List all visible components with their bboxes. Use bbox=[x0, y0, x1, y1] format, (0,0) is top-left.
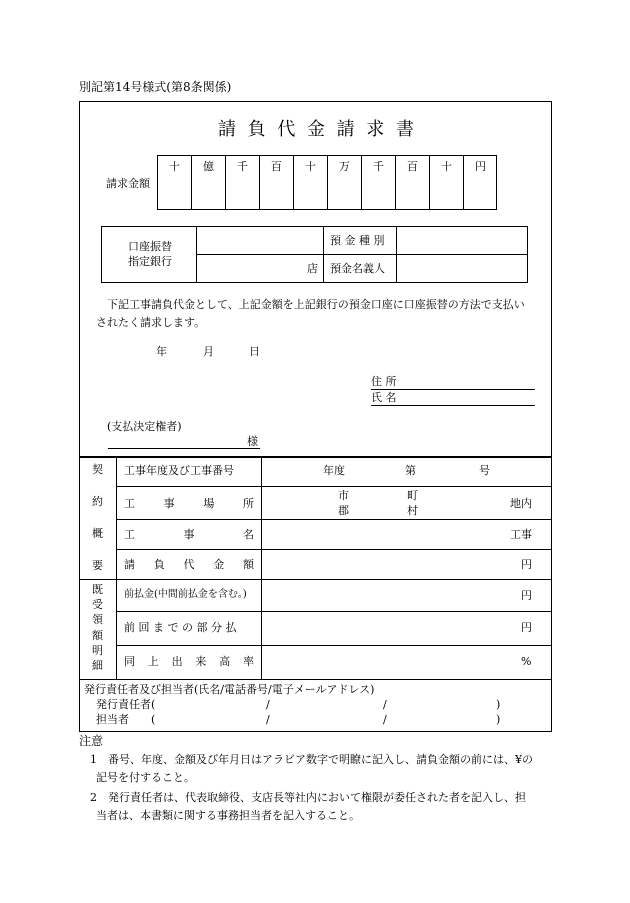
amount-digit-cell[interactable] bbox=[226, 175, 258, 209]
contract-amount-yen: 円 bbox=[521, 558, 532, 571]
date-year: 年 bbox=[156, 345, 167, 358]
row-work-year-no: 工事年度及び工事番号 bbox=[124, 464, 234, 477]
fiscal-year-label: 年度 bbox=[323, 464, 345, 477]
amount-unit-label: 百 bbox=[407, 160, 418, 173]
row-work-name-label: 工 事 名 bbox=[124, 528, 254, 541]
issuer-slash-2: / bbox=[383, 698, 387, 711]
deposit-type-field[interactable] bbox=[397, 227, 527, 254]
row-completion-rate-label: 同 上 出 来 高 率 bbox=[124, 655, 254, 668]
note-1-number: 1 bbox=[90, 753, 97, 766]
branch-suffix: 店 bbox=[307, 262, 318, 275]
amount-digit-cell[interactable] bbox=[464, 175, 496, 209]
amount-digit-cell[interactable] bbox=[362, 175, 394, 209]
side-received-6: 細 bbox=[92, 659, 103, 672]
amount-unit-label: 万 bbox=[339, 160, 350, 173]
form-title bbox=[218, 121, 414, 139]
name-label: 氏 名 bbox=[371, 391, 397, 404]
row-previous-partial-label: 前 回 ま で の 部 分 払 bbox=[124, 621, 237, 634]
amount-unit-label: 千 bbox=[237, 160, 248, 173]
date-day: 日 bbox=[249, 345, 260, 358]
account-holder-field[interactable] bbox=[397, 255, 527, 282]
side-received-4: 額 bbox=[92, 629, 103, 642]
authority-label: (支払決定権者) bbox=[107, 420, 182, 433]
side-received-2: 受 bbox=[92, 598, 103, 611]
account-holder-label: 預金名義人 bbox=[330, 262, 385, 275]
row-site-label: 工 事 場 所 bbox=[124, 497, 254, 510]
title-char: 請 bbox=[336, 119, 355, 140]
amount-unit-label: 百 bbox=[271, 160, 282, 173]
side-contract-2: 約 bbox=[92, 495, 103, 508]
amount-unit-label: 十 bbox=[305, 160, 316, 173]
note-1-line1: 番号、年度、金額及び年月日はアラビア数字で明瞭に記入し、請負金額の前には、¥の bbox=[108, 753, 533, 766]
address-label: 住 所 bbox=[371, 375, 397, 388]
amount-unit-label: 千 bbox=[373, 160, 384, 173]
title-char: 金 bbox=[306, 119, 325, 140]
honorific: 様 bbox=[247, 435, 258, 448]
bank-label-line2: 指定銀行 bbox=[128, 255, 172, 268]
notes-heading: 注意 bbox=[79, 734, 104, 748]
amount-unit-label: 十 bbox=[441, 160, 452, 173]
title-char: 求 bbox=[366, 119, 385, 140]
side-contract-4: 要 bbox=[92, 559, 103, 572]
site-suffix: 地内 bbox=[510, 497, 532, 510]
side-contract-3: 概 bbox=[92, 527, 103, 540]
city-label: 市 bbox=[338, 489, 349, 502]
previous-partial-yen: 円 bbox=[521, 621, 532, 634]
amount-unit-label: 億 bbox=[203, 160, 214, 173]
row-contract-amount-label: 請 負 代 金 額 bbox=[124, 558, 254, 571]
date-month: 月 bbox=[203, 345, 214, 358]
row-advance-label: 前払金(中間前払金を含む。) bbox=[124, 589, 247, 600]
amount-digit-cell[interactable] bbox=[192, 175, 224, 209]
amount-label: 請求金額 bbox=[106, 177, 150, 190]
staff-close: ) bbox=[496, 713, 501, 726]
no-prefix: 第 bbox=[405, 464, 416, 477]
advance-yen: 円 bbox=[521, 589, 532, 602]
amount-digit-cell[interactable] bbox=[396, 175, 428, 209]
amount-digit-cell[interactable] bbox=[328, 175, 360, 209]
request-text-line2: されたく請求します。 bbox=[96, 316, 206, 329]
issuer-heading: 発行責任者及び担当者(氏名/電話番号/電子メールアドレス) bbox=[84, 683, 375, 696]
village-label: 村 bbox=[407, 504, 418, 517]
amount-unit-label: 十 bbox=[169, 160, 180, 173]
side-contract-1: 契 bbox=[92, 463, 103, 476]
work-suffix: 工事 bbox=[510, 528, 532, 541]
bank-name-field[interactable] bbox=[197, 227, 323, 254]
request-text-line1: 下記工事請負代金として、上記金額を上記銀行の預金口座に口座振替の方法で支払い bbox=[107, 298, 525, 311]
staff-slash-1: / bbox=[266, 713, 270, 726]
title-char: 負 bbox=[247, 119, 266, 140]
no-suffix: 号 bbox=[479, 464, 490, 477]
amount-digit-cell[interactable] bbox=[158, 175, 190, 209]
note-1-line2: 記号を付すること。 bbox=[96, 771, 195, 784]
side-received-3: 領 bbox=[92, 613, 103, 626]
town-label: 町 bbox=[407, 489, 418, 502]
title-char: 書 bbox=[395, 119, 414, 140]
county-label: 郡 bbox=[338, 504, 349, 517]
issuer-responsible-label: 発行責任者( bbox=[96, 698, 156, 711]
amount-digit-cell[interactable] bbox=[260, 175, 292, 209]
amount-unit-label: 円 bbox=[475, 160, 486, 173]
completion-rate-percent: % bbox=[521, 655, 532, 668]
deposit-type-label: 預 金 種 別 bbox=[330, 234, 385, 247]
issuer-staff-label: 担当者 ( bbox=[96, 713, 156, 726]
title-char: 代 bbox=[277, 119, 296, 140]
issuer-slash-1: / bbox=[266, 698, 270, 711]
staff-slash-2: / bbox=[383, 713, 387, 726]
amount-digit-cell[interactable] bbox=[430, 175, 462, 209]
side-received-5: 明 bbox=[92, 644, 103, 657]
note-2-line2: 当者は、本書類に関する事務担当者を記入すること。 bbox=[96, 809, 360, 822]
bank-label-line1: 口座振替 bbox=[128, 240, 172, 253]
form-reference: 別記第14号様式(第8条関係) bbox=[79, 80, 232, 94]
issuer-close: ) bbox=[496, 698, 501, 711]
note-2-line1: 発行責任者は、代表取締役、支店長等社内において権限が委任された者を記入し、担 bbox=[108, 791, 526, 804]
side-received-1: 既 bbox=[92, 583, 103, 596]
note-2-number: 2 bbox=[90, 791, 97, 804]
title-char: 請 bbox=[218, 119, 236, 140]
amount-digit-cell[interactable] bbox=[294, 175, 326, 209]
